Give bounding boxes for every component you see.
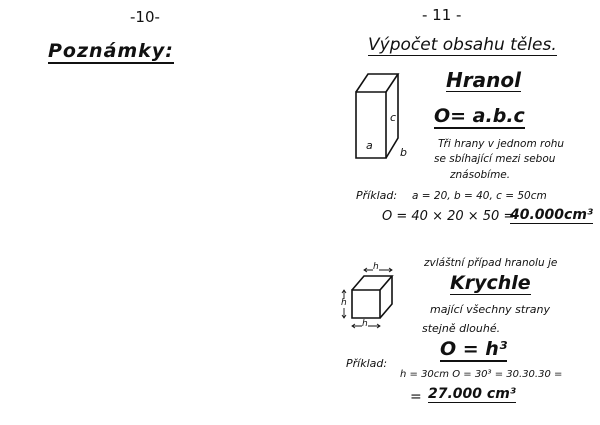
cube-desc-line1: mající všechny strany [430,303,550,316]
notes-heading: Poznámky: [48,40,174,62]
cube-formula: O = h³ [440,338,508,360]
cube-desc-line2: stejně dlouhé. [422,322,501,335]
cube-example-label: Příklad: [346,357,388,370]
prism-edge-c-label: c [390,111,397,124]
prism-result: 40.000cm³ [510,207,594,223]
prism-calc: O = 40 × 20 × 50 = [382,209,515,224]
prism-example-label: Příklad: [356,189,398,202]
cube-result: 27.000 cm³ [428,386,516,402]
prism-edge-a-label: a [366,139,373,152]
prism-edge-b-label: b [400,146,407,159]
page-title: Výpočet obsahu těles. [368,35,557,55]
prism-note-line2: se sbíhající mezi sebou [434,153,556,165]
prism-heading: Hranol [446,68,521,92]
prism-example-values: a = 20, b = 40, c = 50cm [412,190,547,202]
right-page [300,0,600,425]
cube-top-h-label: h [373,262,379,272]
cube-intro: zvláštní případ hranolu je [424,257,558,269]
cube-example-calc: h = 30cm O = 30³ = 30.30.30 = [400,369,563,380]
prism-note-line1: Tři hrany v jednom rohu [438,138,565,150]
cube-result-equals: = [410,389,422,405]
page-number-right: - 11 - [422,6,462,24]
cube-heading: Krychle [450,272,531,294]
page-number-left: -10- [130,8,160,26]
cube-side-h-label: h [341,298,347,308]
prism-formula: O= a.b.c [434,105,525,127]
prism-note-line3: znásobíme. [450,169,511,181]
cube-bottom-h-label: h [362,319,368,329]
